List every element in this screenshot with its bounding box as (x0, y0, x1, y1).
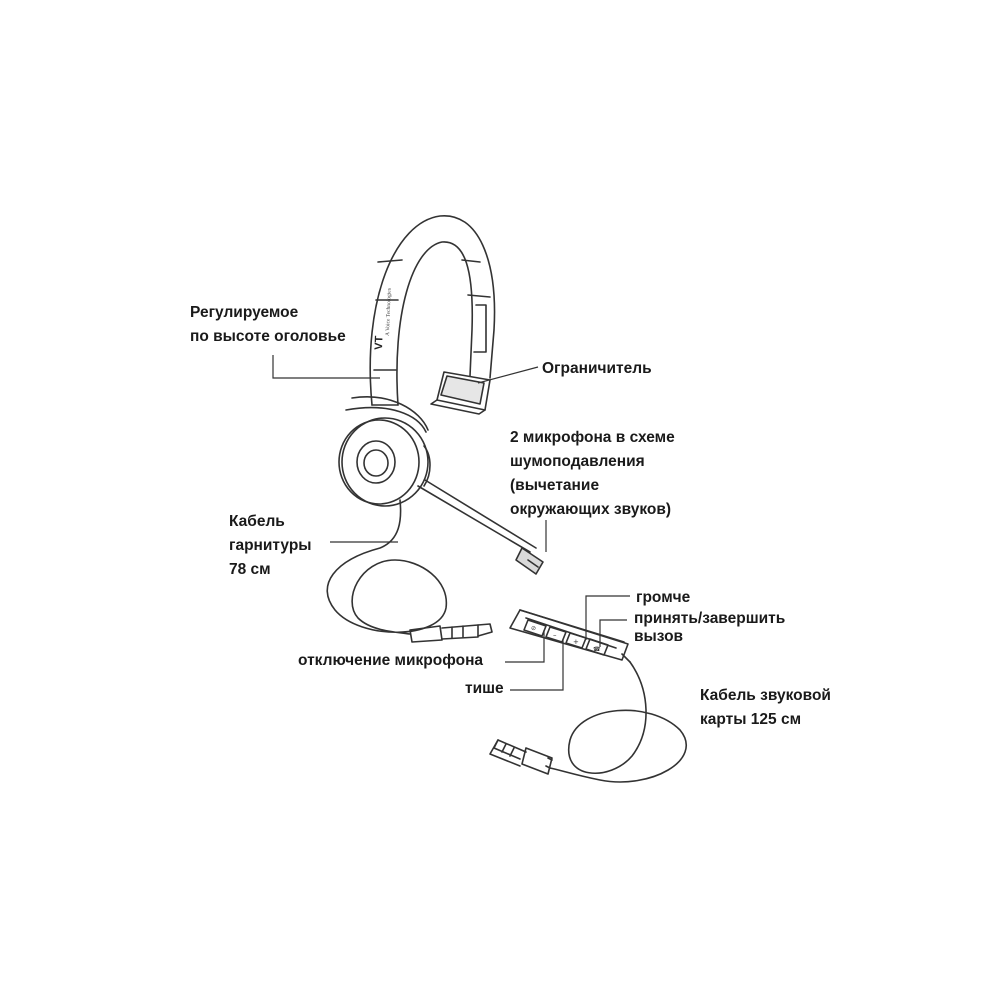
label-volume-down: тише (465, 680, 504, 697)
svg-text:⊘: ⊘ (531, 625, 537, 632)
label-mic-mute: отключение микрофона (298, 652, 484, 669)
earcup (339, 397, 430, 506)
usb-connector (490, 740, 552, 774)
vt-logo-icon (373, 288, 393, 350)
label-soundcard-cable: Кабель звуковой карты 125 см (700, 687, 831, 728)
label-headband: Регулируемое по высоте оголовье (190, 304, 346, 345)
volume-up-button[interactable] (566, 633, 586, 648)
svg-text:–: – (553, 631, 557, 639)
brand-text: A Voice Technologies (385, 287, 393, 337)
label-microphones: 2 микрофона в схеме шумоподавления (вычетание окружающих звуков) (510, 429, 675, 518)
svg-text:+: + (573, 638, 579, 646)
svg-text:VT: VT (373, 335, 386, 351)
audio-jack-3-5mm (410, 624, 492, 642)
limiter-pad (431, 372, 490, 414)
soundcard-cable (490, 654, 686, 782)
control-unit (510, 610, 628, 660)
label-headset-cable: Кабель гарнитуры 78 см (229, 513, 312, 578)
label-limiter: Ограничитель (542, 360, 652, 377)
svg-text:☎: ☎ (593, 646, 601, 653)
headset-cable (327, 500, 492, 642)
call-button[interactable] (586, 639, 608, 655)
label-volume-up: громче (636, 589, 691, 606)
label-answer-end: принять/завершить вызов (634, 610, 786, 645)
